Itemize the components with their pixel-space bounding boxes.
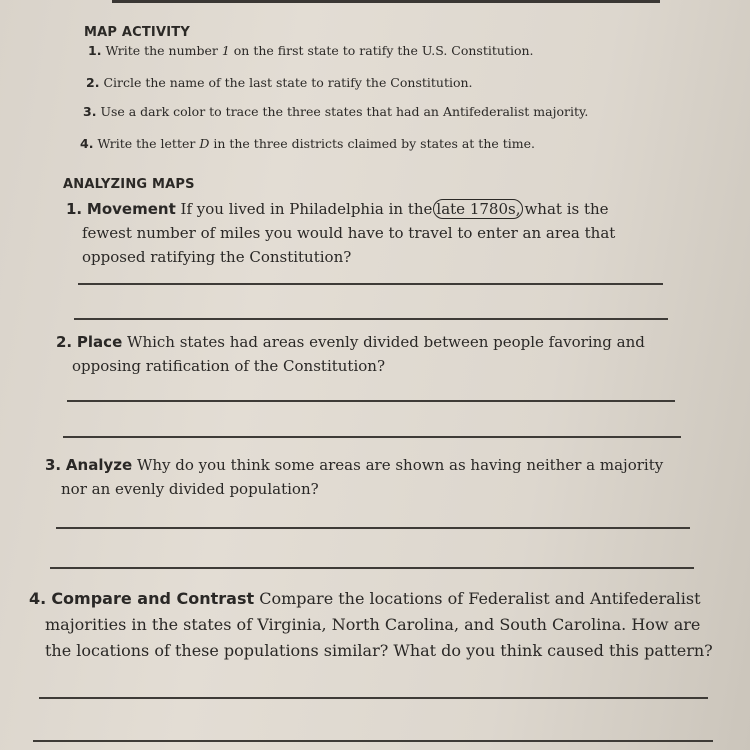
item-number: 4. <box>80 136 94 151</box>
top-rule <box>112 0 660 3</box>
answer-line[interactable] <box>63 436 681 438</box>
answer-line[interactable] <box>67 400 675 402</box>
analyzing-maps-heading: ANALYZING MAPS <box>63 177 195 192</box>
map-activity-heading: MAP ACTIVITY <box>84 25 190 40</box>
answer-line[interactable] <box>74 318 668 320</box>
item-number: 2. <box>86 75 100 90</box>
question-text: Compare the locations of Federalist and Antifederalist majorities in the states of Virginia, North Carolina, and South Carolina. How are the locations of these populations similar? What do you think caused this pattern? <box>45 589 713 660</box>
item-text-before: Write the letter <box>97 136 200 151</box>
question-2 <box>56 330 666 378</box>
map-activity-item-4 <box>80 136 535 151</box>
circled-phrase: late 1780s, <box>433 199 523 219</box>
map-activity-item-1 <box>88 43 534 58</box>
answer-line[interactable] <box>56 527 690 529</box>
question-text: Which states had areas evenly divided between people favoring and opposing ratification of the Constitution? <box>72 333 645 375</box>
question-label: Analyze <box>65 456 133 474</box>
item-text-before: Write the number <box>105 43 222 58</box>
answer-line[interactable] <box>39 697 708 699</box>
question-label: Compare and Contrast <box>51 589 255 608</box>
question-number: 3. <box>45 456 62 474</box>
item-text: Circle the name of the last state to ratify the Constitution. <box>103 75 473 90</box>
answer-line[interactable] <box>78 283 663 285</box>
question-label: Movement <box>86 200 176 218</box>
question-text-before: If you lived in Philadelphia in the <box>180 200 433 218</box>
question-text: Why do you think some areas are shown as having neither a majority nor an evenly divided population? <box>61 456 664 498</box>
item-text-after: on the first state to ratify the U.S. Constitution. <box>229 43 534 58</box>
question-4 <box>29 586 719 664</box>
map-activity-item-3 <box>83 104 588 119</box>
answer-line[interactable] <box>50 567 694 569</box>
item-text-emphasis: 1 <box>221 43 230 58</box>
answer-line[interactable] <box>33 740 713 742</box>
question-number: 2. <box>56 333 73 351</box>
item-text-emphasis: D <box>199 136 210 151</box>
question-label: Place <box>76 333 123 351</box>
question-number: 4. <box>29 589 47 608</box>
item-text-after: in the three districts claimed by states at the time. <box>209 136 535 151</box>
question-1 <box>66 197 656 269</box>
item-number: 3. <box>83 104 97 119</box>
question-text-after: what is the fewest number of miles you would have to travel to enter an area that opposed ratifying the Constitution? <box>82 200 616 266</box>
item-text: Use a dark color to trace the three states that had an Antifederalist majority. <box>100 104 589 119</box>
map-activity-item-2 <box>86 75 473 90</box>
question-number: 1. <box>66 200 83 218</box>
question-3 <box>45 453 675 501</box>
item-number: 1. <box>88 43 102 58</box>
